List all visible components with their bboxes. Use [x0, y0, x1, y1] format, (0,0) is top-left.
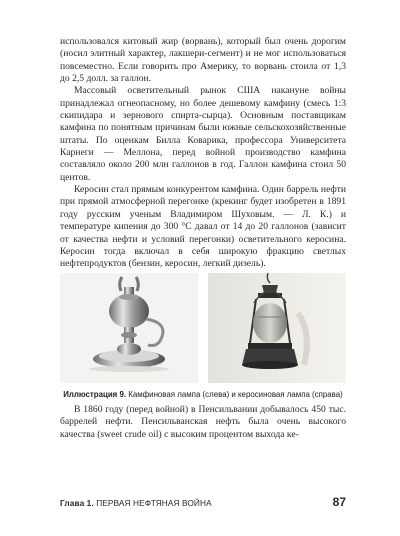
paragraph-2: Массовый осветительный рынок США накануне войны принадлежал огнеопасному, но более дешевому камфину (смесь 1:3 скипидара и зернового спирта-сырца). Основным поставщикам камфина по понятным причинам были южные сельскохозяйственные штаты. По оценкам Билла Коварика, профессора Университета Карнеги — Меллона, перед войной производство камфина составляло около 200 млн галлонов в год. Галлон камфина стоил 50 центов. — [60, 85, 346, 183]
camphine-lamp-photo — [60, 273, 198, 383]
caption-label: Иллюстрация 9. — [63, 390, 127, 399]
chapter-label: Глава 1. — [60, 498, 94, 508]
paragraph-1: использовался китовый жир (ворвань), который был очень дорогим (носил элитный характер, лакшери-сегмент) и не мог использоваться повсеместно. Если говорить про Америку, то ворвань стоила от 1,3 до 2,5 долл. за галлон. — [60, 36, 346, 85]
paragraph-4: В 1860 году (перед войной) в Пенсильвании добывалось 450 тыс. баррелей нефти. Пенсильванская нефть была очень высокого качества (sweet crude oil) с высоким процентом выхода ке- — [60, 404, 346, 440]
figure — [60, 273, 346, 383]
body-text-top — [60, 36, 346, 271]
chapter-title — [60, 498, 212, 508]
chapter-name: ПЕРВАЯ НЕФТЯНАЯ ВОЙНА — [93, 498, 212, 508]
paragraph-3: Керосин стал прямым конкурентом камфина. Один баррель нефти при прямой атмосферной перегонке (крекинг будет изобретен в 1891 году русским ученым Владимиром Шуховым. — Л. К.) и температуре кипения до 300 °С давал от 14 до 20 галлонов (зависит от качества нефти и условий перегонки) осветительного керосина. Керосин тогда включал в себя широкую фракцию светлых нефтепродуктов (бензин, керосин, легкий дизель). — [60, 184, 346, 270]
caption-text: Камфиновая лампа (слева) и керосиновая лампа (справа) — [126, 390, 343, 399]
body-text-bottom — [60, 404, 346, 441]
kerosene-lamp-photo — [208, 273, 346, 383]
page-number: 87 — [332, 495, 346, 509]
figure-caption — [60, 390, 346, 399]
camphine-lamp-image — [60, 273, 198, 383]
page-footer — [60, 495, 346, 509]
kerosene-lamp-image — [208, 273, 346, 383]
